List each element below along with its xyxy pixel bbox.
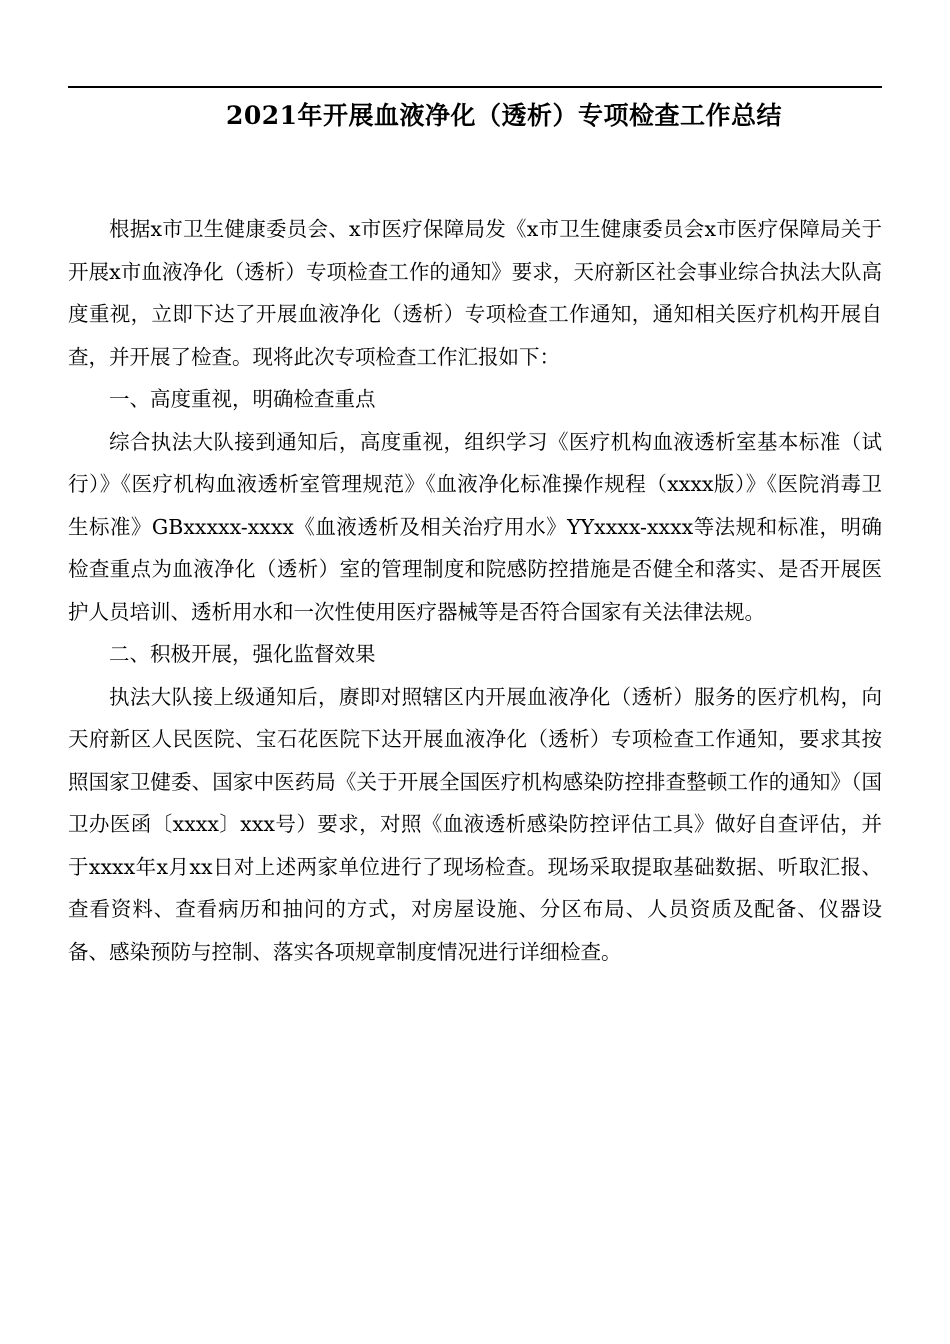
section-heading-2: 二、积极开展，强化监督效果: [109, 642, 376, 666]
section-1-paragraph: 综合执法大队接到通知后，高度重视，组织学习《医疗机构血液透析室基本标准（试行）》《医疗机构血液透析室管理规范》《血液净化标准操作规程（xxxx版）》《医院消毒卫生标准》GBxxxxx-xxxx《血液透析及相关治疗用水》YYxxxx-xxxx等法规和标准，明确检查重点为血液净化（透析）室的管理制度和院感防控措施是否健全和落实、是否开展医护人员培训、透析用水和一次性使用医疗器械等是否符合国家有关法律法规。: [68, 429, 882, 624]
section-heading-1: 一、高度重视，明确检查重点: [109, 387, 376, 411]
document-body: [68, 208, 882, 973]
header-rule: [68, 86, 882, 88]
document-title: 2021年开展血液净化（透析）专项检查工作总结: [225, 101, 783, 130]
section-2-paragraph: 执法大队接上级通知后，赓即对照辖区内开展血液净化（透析）服务的医疗机构，向天府新区人民医院、宝石花医院下达开展血液净化（透析）专项检查工作通知，要求其按照国家卫健委、国家中医药局《关于开展全国医疗机构感染防控排查整顿工作的通知》（国卫办医函〔xxxx〕xxx号）要求，对照《血液透析感染防控评估工具》做好自查评估，并于xxxx年x月xx日对上述两家单位进行了现场检查。现场采取提取基础数据、听取汇报、查看资料、查看病历和抽问的方式，对房屋设施、分区布局、人员资质及配备、仪器设备、感染预防与控制、落实各项规章制度情况进行详细检查。: [68, 684, 882, 964]
intro-paragraph: 根据x市卫生健康委员会、x市医疗保障局发《x市卫生健康委员会x市医疗保障局关于开展x市血液净化（透析）专项检查工作的通知》要求，天府新区社会事业综合执法大队高度重视，立即下达了开展血液净化（透析）专项检查工作通知，通知相关医疗机构开展自查，并开展了检查。现将此次专项检查工作汇报如下：: [68, 217, 882, 369]
